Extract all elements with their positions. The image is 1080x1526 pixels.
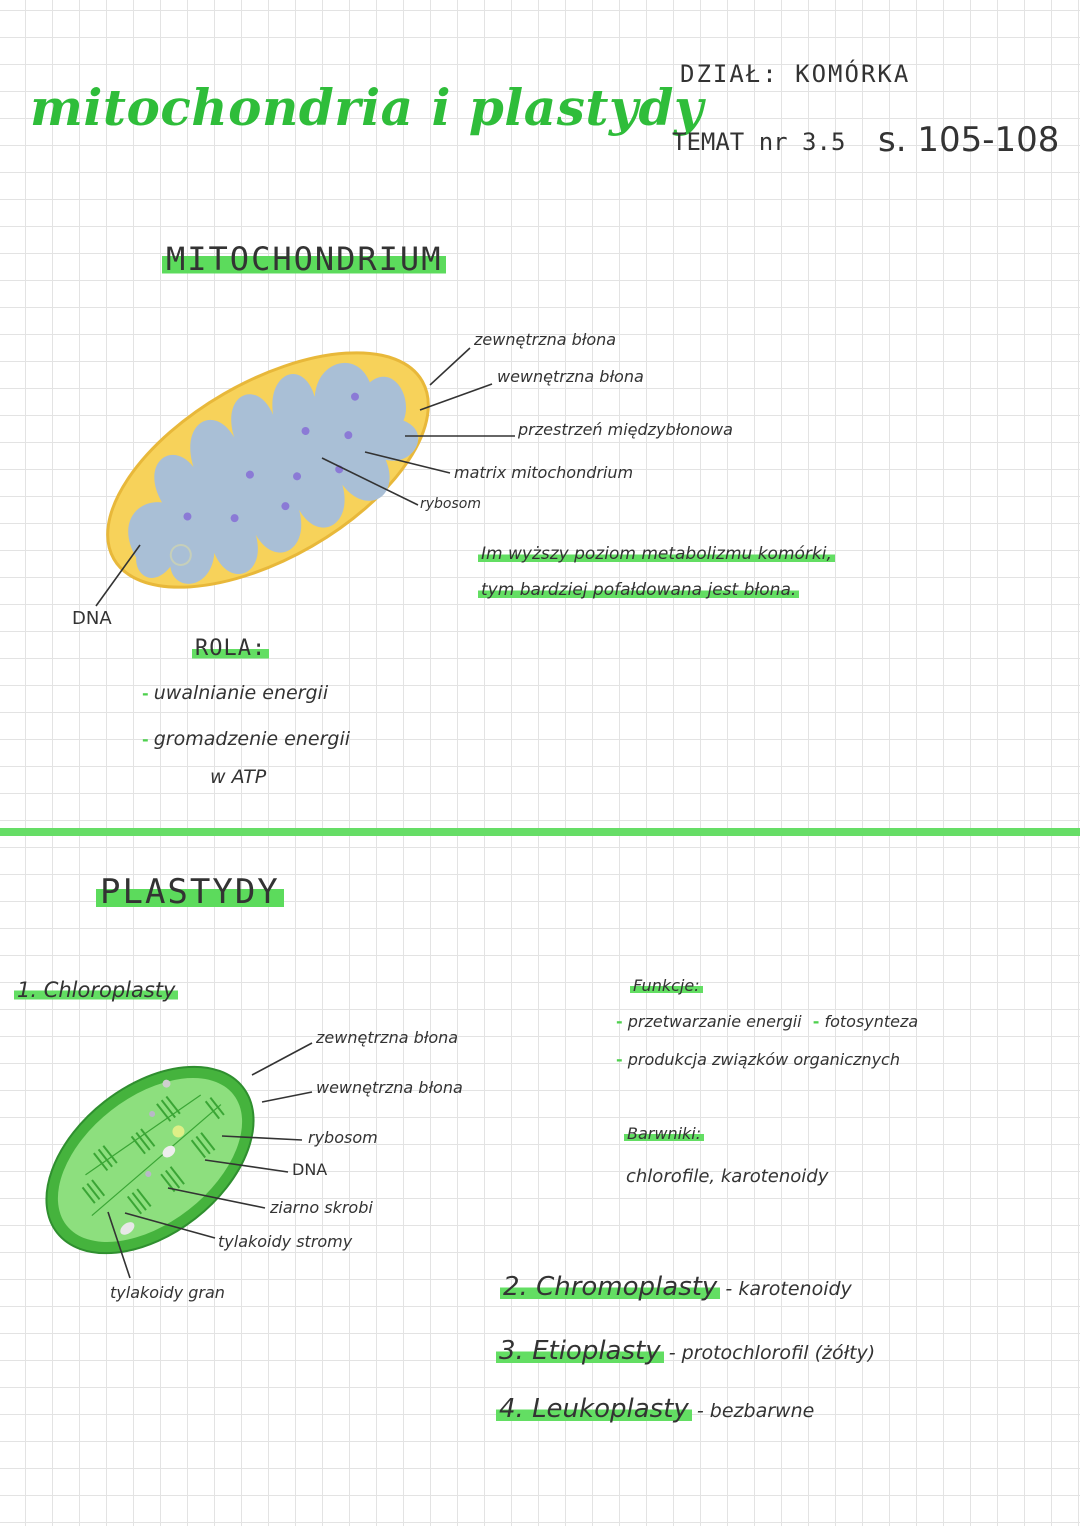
section-label: DZIAŁ: KOMÓRKA [680,60,911,88]
mito-note-line2: tym bardziej pofałdowana jest błona. [478,580,799,600]
plastid-desc: - protochlorofil (żółty) [668,1342,876,1364]
topic-label: TEMAT nr 3.5 [672,128,846,156]
pigments-list: chlorofile, karotenoidy [626,1166,829,1187]
plastid-name: 4. Leukoplasty [496,1394,692,1424]
bullet-icon: - [812,1012,820,1031]
pigments-heading: Barwniki: [624,1124,704,1143]
function-item-text-2: fotosynteza [824,1012,919,1031]
chloroplast-diagram [11,1029,288,1291]
function-item-1 [616,1012,918,1031]
plastid-desc: - bezbarwne [696,1400,815,1422]
bullet-icon: - [142,684,149,703]
chloro-label-starch: ziarno skrobi [270,1198,373,1217]
mito-label-ribosome: rybosom [420,496,481,512]
mito-label-inner-membrane: wewnętrzna błona [497,367,644,386]
mito-note-line1: Im wyższy poziom metabolizmu komórki, [478,544,835,564]
role-item-text: uwalnianie energii [153,682,329,704]
section-divider [0,828,1080,836]
role-item-2 [142,728,350,750]
chloro-label-dna: DNA [292,1160,328,1179]
function-item-text: przetwarzanie energii [627,1012,802,1031]
role-heading: ROLA: [192,636,269,661]
plastid-chromoplasty [500,1272,852,1302]
chloro-label-inner-membrane: wewnętrzna błona [316,1078,463,1097]
mito-label-dna: DNA [72,608,112,629]
mito-label-intermembrane-space: przestrzeń międzybłonowa [518,420,733,439]
plastid-etioplasty [496,1336,875,1366]
chloro-label-outer-membrane: zewnętrzna błona [316,1028,459,1047]
page-title: mitochondria i plastydy [30,78,704,137]
role-item-3: w ATP [210,766,267,788]
role-item-1 [142,682,328,704]
plastid-name: 2. Chromoplasty [500,1272,720,1302]
mito-label-matrix: matrix mitochondrium [454,463,634,482]
mitochondrium-heading: MITOCHONDRIUM [162,240,446,278]
plastid-leukoplasty [496,1394,814,1424]
role-item-text: gromadzenie energii [153,728,351,750]
page-range: s. 105-108 [878,120,1060,160]
bullet-icon: - [142,730,149,749]
chloro-label-stroma-thylakoids: tylakoidy stromy [218,1232,353,1251]
plastid-name: 3. Etioplasty [496,1336,664,1366]
bullet-icon: - [616,1050,623,1069]
function-item-text: produkcja związków organicznych [627,1050,900,1069]
chloro-label-grana-thylakoids: tylakoidy gran [110,1283,225,1302]
plastid-desc: - karotenoidy [725,1278,852,1300]
function-item-2 [616,1050,900,1069]
mitochondrion-diagram [70,305,466,635]
chloroplasty-heading: 1. Chloroplasty [14,978,178,1002]
chloro-label-ribosome: rybosom [308,1128,378,1147]
mito-label-outer-membrane: zewnętrzna błona [474,330,617,349]
functions-heading: Funkcje: [630,976,703,995]
bullet-icon: - [616,1012,623,1031]
plastydy-heading: PLASTYDY [96,872,284,912]
